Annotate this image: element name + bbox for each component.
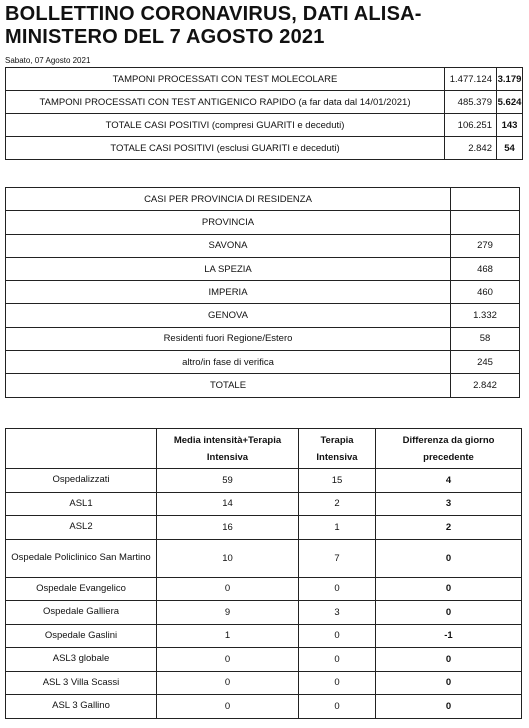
test-diff: 5.624	[497, 91, 523, 114]
test-label: TAMPONI PROCESSATI CON TEST MOLECOLARE	[6, 68, 445, 91]
test-diff: 54	[497, 137, 523, 160]
title-line-2: MINISTERO DEL 7 AGOSTO 2021	[5, 26, 325, 48]
table-row	[6, 257, 520, 280]
hospital-diff: 0	[376, 577, 522, 601]
table-row	[6, 91, 523, 114]
test-label: TOTALE CASI POSITIVI (esclusi GUARITI e deceduti)	[6, 137, 445, 160]
test-diff: 143	[497, 114, 523, 137]
hospital-ti: 1	[299, 516, 376, 540]
hospital-name: ASL1	[6, 492, 157, 516]
hospital-name: Ospedalizzati	[6, 469, 157, 493]
table-row	[6, 234, 520, 257]
province-value: 468	[451, 257, 520, 280]
page-title	[5, 3, 525, 49]
column-header-ti: Terapia Intensiva	[299, 429, 376, 469]
column-header-diff: Differenza da giorno precedente	[376, 429, 522, 469]
hospital-name: Ospedale Galliera	[6, 601, 157, 625]
table-cell	[451, 211, 520, 234]
test-label: TOTALE CASI POSITIVI (compresi GUARITI e deceduti)	[6, 114, 445, 137]
table-row	[6, 516, 522, 540]
province-name: SAVONA	[6, 234, 451, 257]
province-table	[5, 187, 520, 398]
province-name: LA SPEZIA	[6, 257, 451, 280]
hospital-name: ASL2	[6, 516, 157, 540]
table-row	[6, 374, 520, 397]
hospital-ti: 0	[299, 577, 376, 601]
hospital-diff: 0	[376, 539, 522, 577]
table-row	[6, 68, 523, 91]
province-value: 245	[451, 351, 520, 374]
test-value: 485.379	[445, 91, 497, 114]
table-cell	[451, 188, 520, 211]
test-value: 1.477.124	[445, 68, 497, 91]
table-row	[6, 137, 523, 160]
province-column-heading: PROVINCIA	[6, 211, 451, 234]
hospital-name: Ospedale Gaslini	[6, 624, 157, 648]
hospital-media: 16	[157, 516, 299, 540]
hospital-diff: 3	[376, 492, 522, 516]
table-header-row	[6, 429, 522, 469]
hospital-media: 9	[157, 601, 299, 625]
hospital-diff: 0	[376, 648, 522, 672]
table-row	[6, 114, 523, 137]
hospital-diff: 4	[376, 469, 522, 493]
tests-table	[5, 67, 523, 160]
bulletin-date: Sabato, 07 Agosto 2021	[5, 56, 91, 65]
hospital-diff: 2	[376, 516, 522, 540]
hospital-ti: 0	[299, 695, 376, 719]
hospital-ti: 0	[299, 648, 376, 672]
table-row	[6, 351, 520, 374]
hospital-ti: 15	[299, 469, 376, 493]
table-cell	[6, 429, 157, 469]
province-name: altro/in fase di verifica	[6, 351, 451, 374]
hospital-name: Ospedale Evangelico	[6, 577, 157, 601]
table-row	[6, 492, 522, 516]
test-diff: 3.179	[497, 68, 523, 91]
province-heading: CASI PER PROVINCIA DI RESIDENZA	[6, 188, 451, 211]
province-value: 279	[451, 234, 520, 257]
province-value: 2.842	[451, 374, 520, 397]
table-row	[6, 327, 520, 350]
hospital-diff: 0	[376, 601, 522, 625]
province-value: 58	[451, 327, 520, 350]
table-row	[6, 211, 520, 234]
hospital-ti: 3	[299, 601, 376, 625]
column-header-media: Media intensità+Terapia Intensiva	[157, 429, 299, 469]
hospital-media: 0	[157, 671, 299, 695]
province-name: Residenti fuori Regione/Estero	[6, 327, 451, 350]
test-value: 106.251	[445, 114, 497, 137]
table-row	[6, 695, 522, 719]
table-row	[6, 469, 522, 493]
hospital-ti: 2	[299, 492, 376, 516]
province-name: TOTALE	[6, 374, 451, 397]
table-row	[6, 601, 522, 625]
test-label: TAMPONI PROCESSATI CON TEST ANTIGENICO RAPIDO (a far data dal 14/01/2021)	[6, 91, 445, 114]
table-row	[6, 648, 522, 672]
hospital-diff: 0	[376, 695, 522, 719]
table-row	[6, 304, 520, 327]
table-row	[6, 188, 520, 211]
hospital-ti: 7	[299, 539, 376, 577]
test-value: 2.842	[445, 137, 497, 160]
hospital-media: 14	[157, 492, 299, 516]
hospital-diff: 0	[376, 671, 522, 695]
table-row	[6, 577, 522, 601]
hospital-name: ASL 3 Gallino	[6, 695, 157, 719]
table-row	[6, 281, 520, 304]
hospital-media: 1	[157, 624, 299, 648]
province-value: 460	[451, 281, 520, 304]
hospital-media: 59	[157, 469, 299, 493]
hospital-ti: 0	[299, 671, 376, 695]
province-name: IMPERIA	[6, 281, 451, 304]
hospital-ti: 0	[299, 624, 376, 648]
hospital-media: 0	[157, 648, 299, 672]
title-line-1: BOLLETTINO CORONAVIRUS, DATI ALISA-	[5, 3, 422, 25]
table-row	[6, 671, 522, 695]
hospital-name: ASL3 globale	[6, 648, 157, 672]
hospital-media: 0	[157, 577, 299, 601]
hospital-diff: -1	[376, 624, 522, 648]
hospitals-table	[5, 428, 522, 719]
table-row	[6, 539, 522, 577]
province-value: 1.332	[451, 304, 520, 327]
hospital-media: 0	[157, 695, 299, 719]
hospital-media: 10	[157, 539, 299, 577]
hospital-name: ASL 3 Villa Scassi	[6, 671, 157, 695]
table-row	[6, 624, 522, 648]
hospital-name: Ospedale Policlinico San Martino	[6, 539, 157, 577]
province-name: GENOVA	[6, 304, 451, 327]
